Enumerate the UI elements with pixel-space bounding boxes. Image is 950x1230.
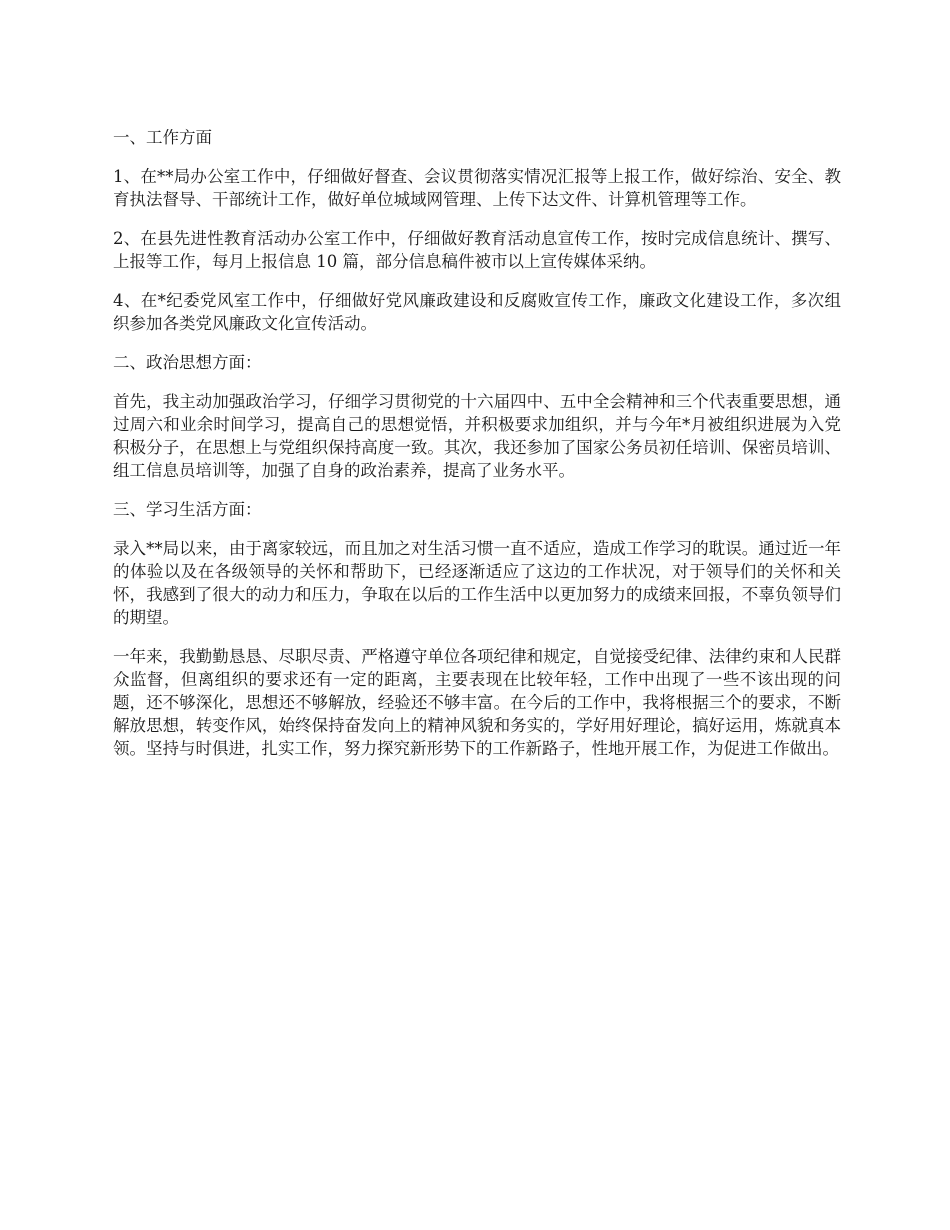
section-heading-life: 三、学习生活方面：	[113, 500, 262, 519]
section-heading-politics: 二、政治思想方面：	[113, 353, 262, 372]
paragraph-education-office: 2、在县先进性教育活动办公室工作中，仔细做好教育活动息宣传工作，按时完成信息统计、撰写、上报等工作，每月上报信息 10 篇，部分信息稿件被市以上宣传媒体采纳。	[113, 229, 841, 271]
document-page	[113, 126, 841, 776]
paragraph-life-adaptation: 录入**局以来，由于离家较远，而且加之对生活习惯一直不适应，造成工作学习的耽误。通过近一年的体验以及在各级领导的关怀和帮助下，已经逐渐适应了这边的工作状况，对于领导们的关怀和关怀，我感到了很大的动力和压力，争取在以后的工作生活中以更加努力的成绩来回报，不辜负领导们的期望。	[113, 539, 841, 627]
paragraph-year-summary: 一年来，我勤勤恳恳、尽职尽责、严格遵守单位各项纪律和规定，自觉接受纪律、法律约束和人民群众监督，但离组织的要求还有一定的距离，主要表现在比较年轻，工作中出现了一些不该出现的问题，还不够深化，思想还不够解放，经验还不够丰富。在今后的工作中，我将根据三个的要求，不断解放思想，转变作风，始终保持奋发向上的精神风貌和务实的，学好用好理论，搞好运用，炼就真本领。坚持与时俱进，扎实工作，努力探究新形势下的工作新路子，性地开展工作，为促进工作做出。	[113, 647, 841, 758]
paragraph-discipline-office: 4、在*纪委党风室工作中，仔细做好党风廉政建设和反腐败宣传工作，廉政文化建设工作，多次组织参加各类党风廉政文化宣传活动。	[113, 291, 841, 333]
paragraph-political-study: 首先，我主动加强政治学习，仔细学习贯彻党的十六届四中、五中全会精神和三个代表重要思想，通过周六和业余时间学习，提高自己的思想觉悟，并积极要求加组织，并与今年*月被组织进展为入党积极分子，在思想上与党组织保持高度一致。其次，我还参加了国家公务员初任培训、保密员培训、组工信息员培训等，加强了自身的政治素养，提高了业务水平。	[113, 392, 841, 480]
paragraph-office-work: 1、在**局办公室工作中，仔细做好督查、会议贯彻落实情况汇报等上报工作，做好综治、安全、教育执法督导、干部统计工作，做好单位城域网管理、上传下达文件、计算机管理等工作。	[113, 167, 841, 209]
section-heading-work: 一、工作方面	[113, 128, 212, 147]
